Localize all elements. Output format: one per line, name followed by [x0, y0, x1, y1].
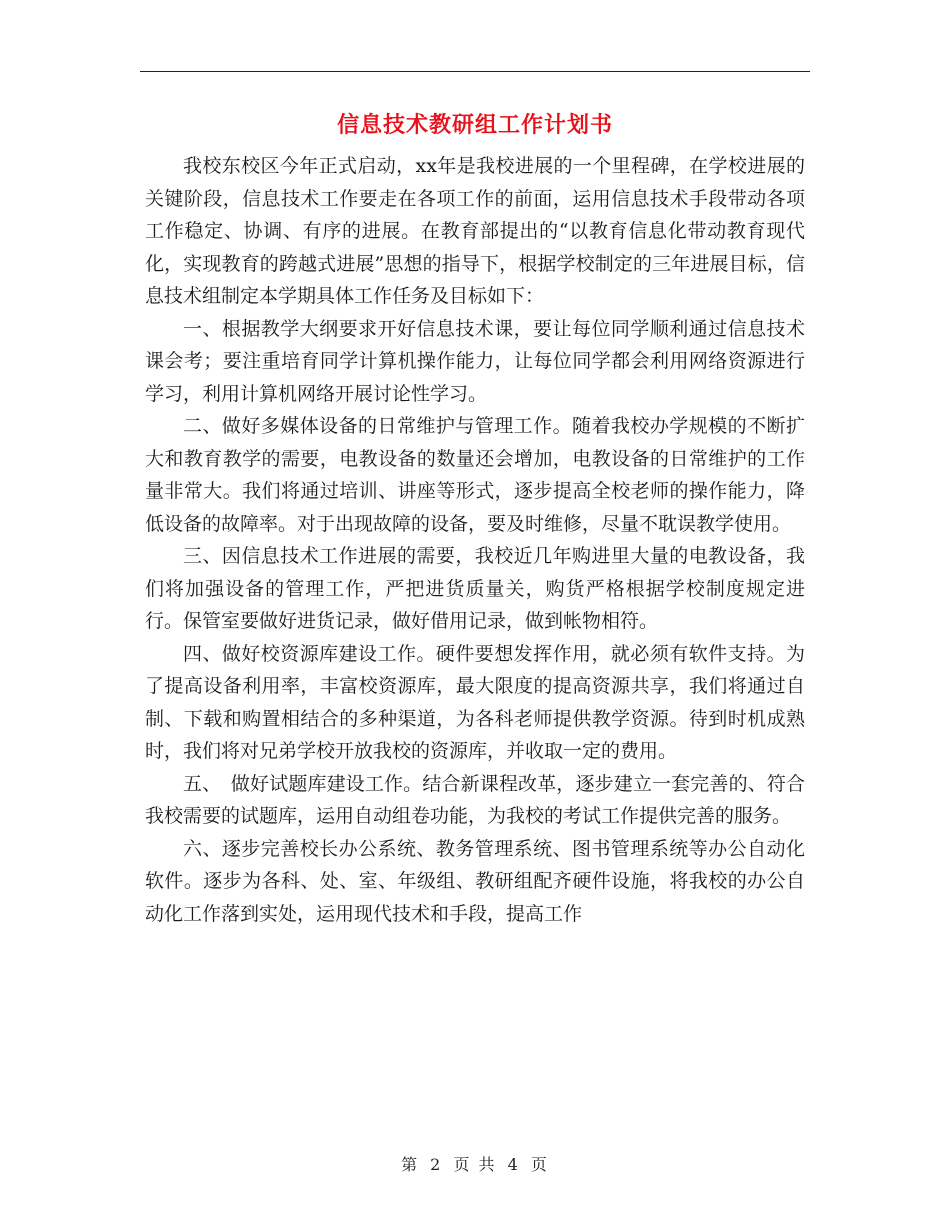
paragraph-intro: 我校东校区今年正式启动，xx年是我校进展的一个里程碑，在学校进展的关键阶段，信息技术工作要走在各项工作的前面，运用信息技术手段带动各项工作稳定、协调、有序的进展。在教育部提出的“以教育信息化带动教育现代化，实现教育的跨越式进展”思想的指导下，根据学校制定的三年进展目标，信息技术组制定本学期具体工作任务及目标如下：	[145, 155, 805, 307]
paragraph-item-1: 一、根据教学大纲要求开好信息技术课，要让每位同学顺利通过信息技术课会考；要注重培育同学计算机操作能力，让每位同学都会利用网络资源进行学习，利用计算机网络开展讨论性学习。	[145, 317, 805, 405]
paragraph-item-4: 四、做好校资源库建设工作。硬件要想发挥作用，就必须有软件支持。为了提高设备利用率，丰富校资源库，最大限度的提高资源共享，我们将通过自制、下载和购置相结合的多种渠道，为各科老师提供教学资源。待到时机成熟时，我们将对兄弟学校开放我校的资源库，并收取一定的费用。	[145, 642, 805, 762]
document-body	[145, 150, 805, 930]
footer-page-number: 2	[430, 1155, 443, 1174]
footer-suffix: 页	[530, 1155, 549, 1174]
document-title: 信息技术教研组工作计划书	[336, 112, 613, 138]
header-rule	[140, 71, 810, 72]
paragraph-item-3: 三、因信息技术工作进展的需要，我校近几年购进里大量的电教设备，我们将加强设备的管理工作，严把进货质量关，购货严格根据学校制度规定进行。保管室要做好进货记录，做好借用记录，做到帐物相符。	[145, 545, 805, 632]
paragraph-item-6: 六、逐步完善校长办公系统、教务管理系统、图书管理系统等办公自动化软件。逐步为各科、处、室、年级组、教研组配齐硬件设施，将我校的办公自动化工作落到实处，运用现代技术和手段，提高工作	[145, 837, 805, 925]
footer-prefix: 第	[401, 1155, 420, 1174]
footer-middle: 页 共	[453, 1155, 497, 1174]
page-footer	[0, 1152, 950, 1175]
paragraph-item-5: 五、 做好试题库建设工作。结合新课程改革，逐步建立一套完善的、符合我校需要的试题库，运用自动组卷功能，为我校的考试工作提供完善的服务。	[145, 772, 805, 827]
footer-total-pages: 4	[507, 1155, 520, 1174]
paragraph-item-2: 二、做好多媒体设备的日常维护与管理工作。随着我校办学规模的不断扩大和教育教学的需要，电教设备的数量还会增加，电教设备的日常维护的工作量非常大。我们将通过培训、讲座等形式，逐步提高全校老师的操作能力，降低设备的故障率。对于出现故障的设备，要及时维修，尽量不耽误教学使用。	[145, 415, 805, 535]
